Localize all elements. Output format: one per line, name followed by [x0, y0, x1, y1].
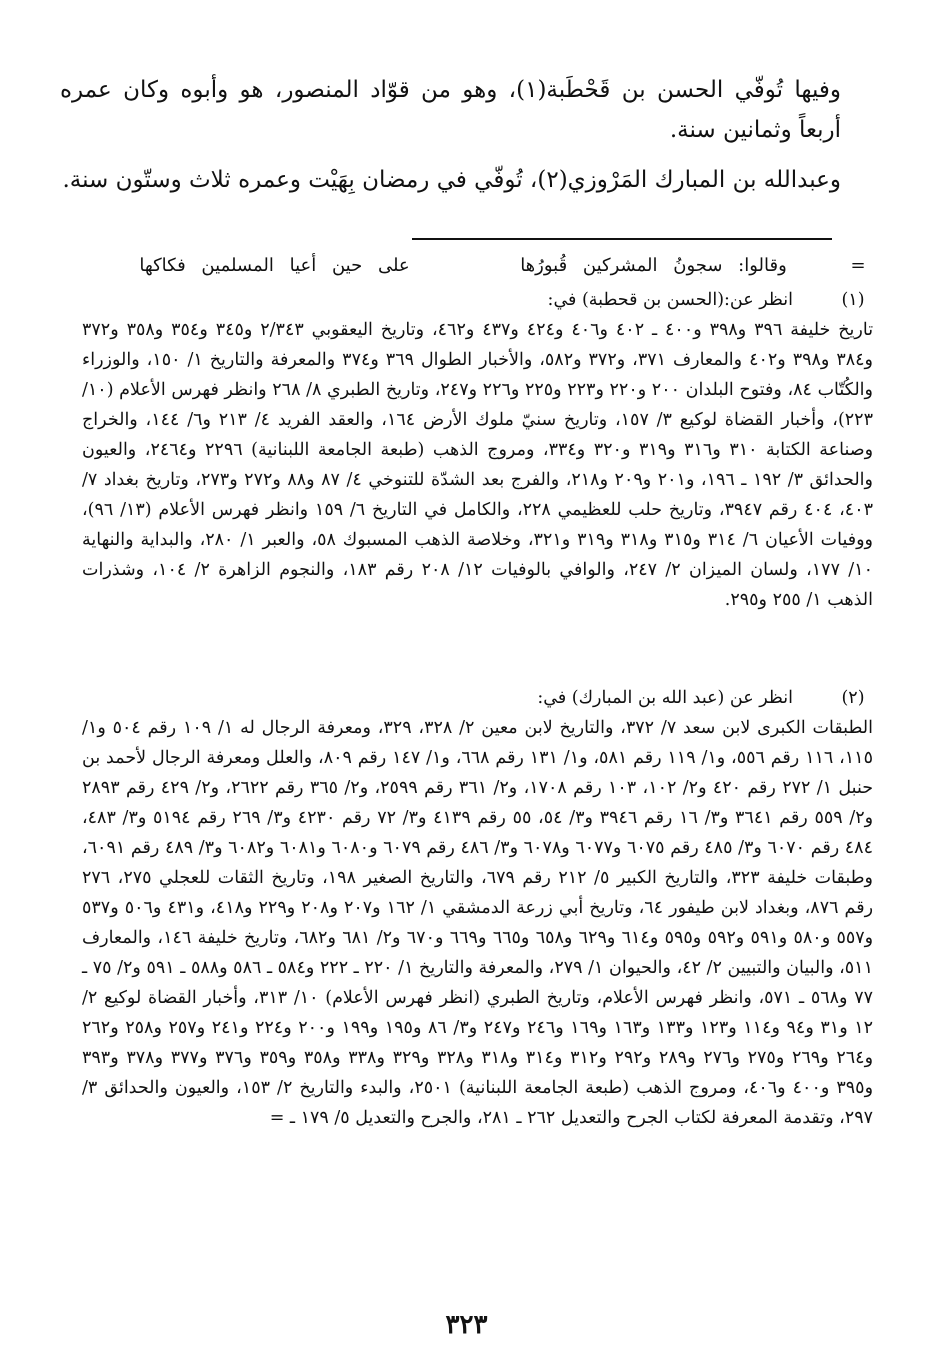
footnote-2 — [82, 683, 873, 1133]
footnote-1-number: (١) — [841, 290, 865, 310]
continuation-marker: = — [850, 254, 866, 276]
page-number: ٣٢٣ — [445, 1310, 488, 1340]
main-paragraph-2: وعبدالله بن المبارك المَرْوزي(٢)، تُوفّي في رمضان بِهَيْت وعمره ثلاث وستّون سنة. — [62, 167, 841, 193]
footnote-1 — [82, 285, 873, 615]
footnote-2-text: الطبقات الكبرى لابن سعد ٧/ ٣٧٢، والتاريخ لابن معين ٢/ ٣٢٨، ٣٢٩، ومعرفة الرجال له ١/ ١٠٩ رقم ٥٠٤ و١/ ١١٥، ١١٦ رقم ٥٥٦، و١/ ١١٩ رقم ٥٨١، و١/ ١٣١ رقم ٦٦٨، و١/ ١٤٧ رقم ٨٠٩، والعلل ومعرفة الرجال لأحمد بن حنبل ١/ ٢٧٢ رقم ٤٢٠ و٢/ ١٠٢، ١٠٣ رقم ١٧٠٨، و٢/ ٣٦١ رقم ٢٥٩٩، و٢/ ٣٦٥ رقم ٢٦٢٢، و٢/ ٤٢٩ رقم ٢٨٩٣ و٢/ ٥٥٩ رقم ٣٦٤١ و٣/ ١٦ رقم ٣٩٤٦ و٣/ ٥٤، ٥٥ رقم ٤١٣٩ و٣/ ٧٢ رقم ٤٢٣٠ و٣/ ٢٦٩ رقم ٥١٩٤ و٣/ ٤٨٣، ٤٨٤ رقم ٦٠٧٠ و٣/ ٤٨٥ رقم ٦٠٧٥ و٦٠٧٧ و٦٠٧٨ و٣/ ٤٨٦ رقم ٦٠٧٩ و٦٠٨٠ و٦٠٨١ و٦٠٨٢ و٣/ ٤٨٩ رقم ٦٠٩١، وطبقات خليفة ٣٢٣، والتاريخ الكبير ٥/ ٢١٢ رقم ٦٧٩، والتاريخ الصغير ١٩٨، وتاريخ الثقات للعجلي ٢٧٥، ٢٧٦ رقم ٨٧٦، وبغداد لابن طيفور ٦٤، وتاريخ أبي زرعة الدمشقي ١/ ١٦٢ و٢٠٧ و٢٠٨ و٢٢٩ و٤١٨، و٤٣١ و٥٠٦ و٥٣٧ و٥٥٧ و٥٨٠ و٥٩١ و٥٩٢ و٥٩٥ و٦١٤ و٦٢٩ و٦٥٨ و٦٦٥ و٦٦٩ و٦٧٠ و٢/ ٦٨١ و٦٨٢، وتاريخ خليفة ١٤٦، والمعارف ٥١١، والبيان والتبيين ٢/ ٤٢، والحيوان ١/ ٢٧٩، والمعرفة والتاريخ ١/ ٢٢٠ ـ ٢٢٢ و٥٨٤ ـ ٥٨٦ و٥٨٨ ـ ٥٩١ و٢/ ٧٥ ـ ٧٧ و٥٦٨ ـ ٥٧١، وانظر فهرس الأعلام، وتاريخ الطبري (انظر فهرس الأعلام) ١٠/ ٣١٣، وأخبار القضاة لوكيع ٢/ ١٢ و٣١ و٩٤ و١١٤ و١٢٣ و١٣٣ و١٦٣ و١٦٩ و٢٤٦ و٢٤٧ و٣/ ٨٦ و١٩٥ و١٩٩ و٢٠٠ و٢٢٤ و٢٤١ و٢٥٧ و٢٥٨ و٢٦٢ و٢٦٤ و٢٦٩ و٢٧٥ و٢٧٦ و٢٨٩ و٢٩٢ و٣١٢ و٣١٤ و٣١٨ و٣٢٨ و٣٢٩ و٣٣٨ و٣٥٨ و٣٥٩ و٣٧٦ و٣٧٧ و٣٧٨ و٣٩٣ و٣٩٥ و٤٠٠ و٤٠٦، ومروج الذهب (طبعة الجامعة اللبنانية) ٢٥٠١، والبدء والتاريخ ٢/ ١٥٣، والعيون والحدائق ٣/ ٢٩٧، وتقدمة المعرفة لكتاب الجرح والتعديل ٢٦٢ ـ ٢٨١، والجرح والتعديل ٥/ ١٧٩ ـ = — [82, 718, 874, 1128]
footnote-1-text: تاريخ خليفة ٣٩٦ و٣٩٨ و٤٠٠ ـ ٤٠٢ و٤٠٦ و٤٢٤ و٤٣٧ و٤٦٢، وتاريخ اليعقوبي ٢/٣٤٣ و٣٤٥ و٣٥٤ و٣٥٨ و٣٧٢ و٣٨٤ و٣٩٨ و٤٠٢ والمعارف ٣٧١، و٣٧٢ و٥٨٢، والأخبار الطوال ٣٦٩ و٣٧٤ والمعرفة والتاريخ ١/ ١٥٠، والوزراء والكُتّاب ٨٤، وفتوح البلدان ٢٠٠ و٢٢٠ و٢٢٣ و٢٢٥ و٢٢٦ و٢٤٧، وتاريخ الطبري ٨/ ٢٦٨ وانظر فهرس الأعلام (١٠/ ٢٢٣)، وأخبار القضاة لوكيع ٣/ ١٥٧، وتاريخ سنيّ ملوك الأرض ١٦٤، والعقد الفريد ٤/ ٢١٣ و٦/ ١٤٤، والخراج وصناعة الكتابة ٣١٠ و٣١٦ و٣١٩ و٣٢٠ و٣٣٤، ومروج الذهب (طبعة الجامعة اللبنانية) ٢٢٩٦ و٢٤٦٤، والعيون والحدائق ٣/ ١٩٢ ـ ١٩٦، و٢٠١ و٢٠٩ و٢١٨، والفرج بعد الشدّة للتنوخي ٤/ ٨٧ و٨٨ و٢٧٢ و٢٧٣، وتاريخ بغداد ٧/ ٤٠٣، ٤٠٤ رقم ٣٩٤٧، وتاريخ حلب للعظيمي ٢٢٨، والكامل في التاريخ ٦/ ١٥٩ وانظر فهرس الأعلام (١٣/ ٩٦)، ووفيات الأعيان ٦/ ٣١٤ و٣١٥ و٣١٨ و٣١٩ و٣٢١، وخلاصة الذهب المسبوك ٥٨، والعبر ١/ ٢٨٠، والبداية والنهاية ١٠/ ١٧٧، ولسان الميزان ٢/ ٢٤٧، والوافي بالوفيات ١٢/ ٢٠٨ رقم ١٨٣، والنجوم الزاهرة ٢/ ١٠٤، وشذرات الذهب ١/ ٢٥٥ و٢٩٥. — [82, 320, 874, 610]
footnote-2-number: (٢) — [841, 688, 865, 708]
footnote-2-heading: انظر عن (عبد الله بن المبارك) في: — [537, 688, 793, 708]
verse-hemistich-1: على حين أعيا المسلمين فكاكها — [139, 254, 410, 276]
footnote-verse — [85, 250, 873, 280]
footnote-1-heading: انظر عن:(الحسن بن قحطبة) في: — [547, 290, 793, 310]
main-paragraph-1: وفيها تُوفّي الحسن بن قَحْطَبة(١)، وهو من قوّاد المنصور، هو وأبوه وكان عمره أربعاً وثمانين سنة. — [60, 77, 842, 143]
verse-hemistich-2: وقالوا: سجونُ المشركين قُبورُها — [520, 254, 787, 276]
footnote-divider — [412, 238, 832, 240]
